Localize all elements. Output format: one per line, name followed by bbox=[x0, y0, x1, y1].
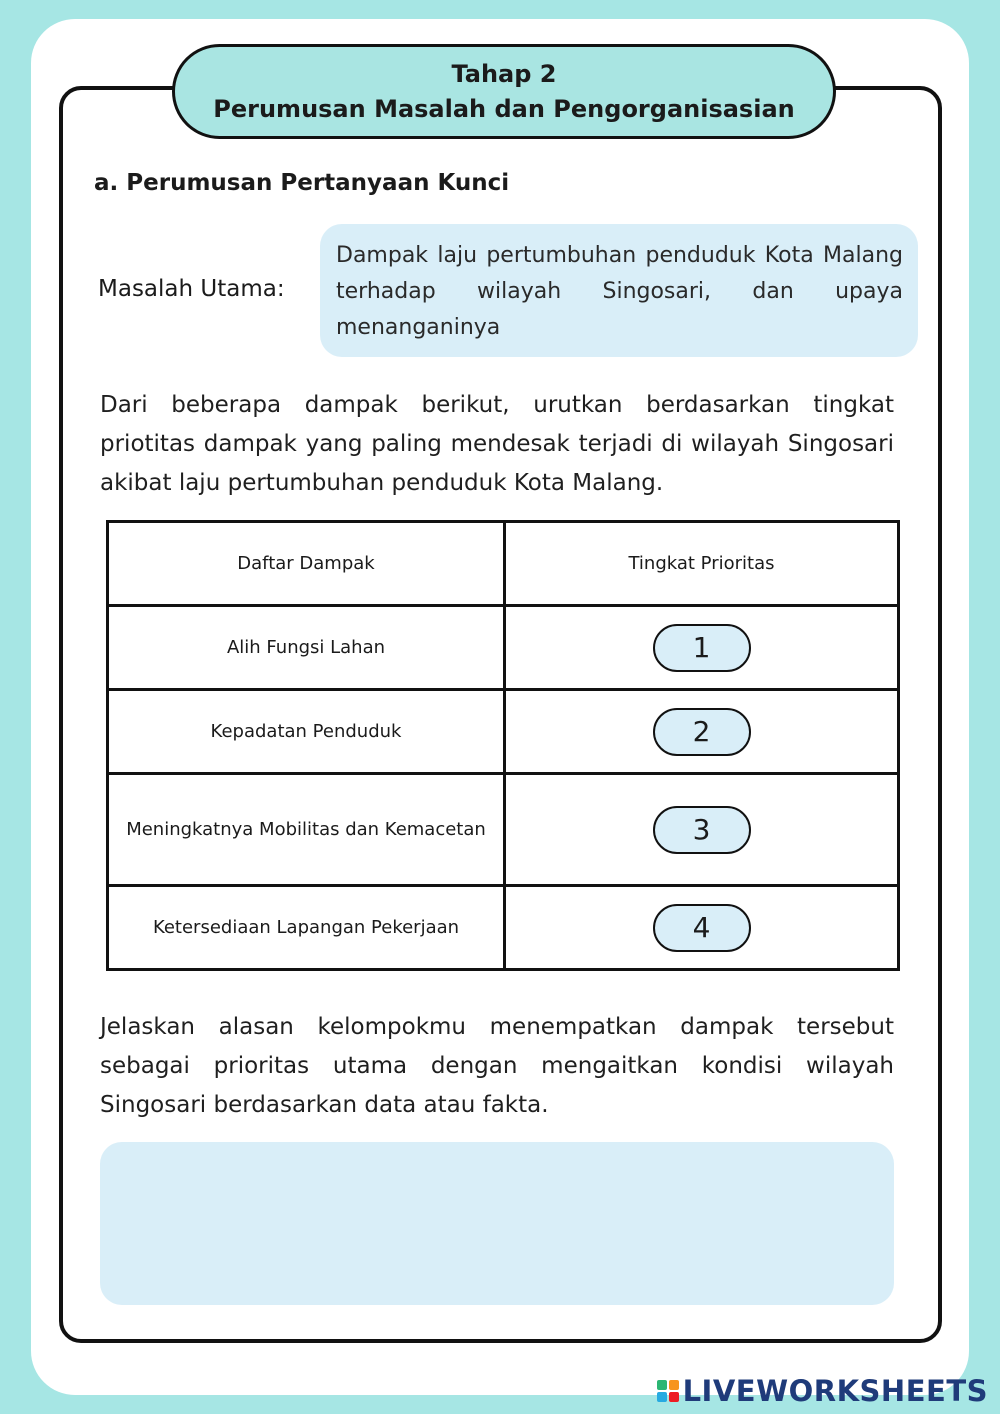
priority-answer-field[interactable]: 2 bbox=[653, 708, 751, 756]
table-row bbox=[108, 606, 899, 690]
stage-title: Perumusan Masalah dan Pengorganisasian bbox=[213, 94, 795, 123]
explanation-prompt: Jelaskan alasan kelompokmu menempatkan dampak tersebut sebagai prioritas utama dengan mengaitkan kondisi wilayah Singosari berdasarkan data atau fakta. bbox=[100, 1014, 894, 1118]
table-row bbox=[108, 886, 899, 970]
table-row bbox=[108, 774, 899, 886]
priority-answer-field[interactable]: 1 bbox=[653, 624, 751, 672]
column-header-impact: Daftar Dampak bbox=[108, 522, 505, 606]
table-header-row bbox=[108, 522, 899, 606]
explanation-answer-box[interactable] bbox=[100, 1142, 894, 1305]
logo-square bbox=[669, 1392, 679, 1402]
impact-cell: Ketersediaan Lapangan Pekerjaan bbox=[108, 886, 505, 970]
logo-square bbox=[669, 1380, 679, 1390]
stage-label: Tahap 2 bbox=[451, 59, 557, 88]
priority-cell bbox=[505, 690, 899, 774]
problem-statement-box: Dampak laju pertumbuhan penduduk Kota Malang terhadap wilayah Singosari, dan upaya menanganinya bbox=[320, 224, 918, 357]
table-row bbox=[108, 690, 899, 774]
priority-answer-field[interactable]: 4 bbox=[653, 904, 751, 952]
impact-cell: Kepadatan Penduduk bbox=[108, 690, 505, 774]
liveworksheets-brand[interactable] bbox=[657, 1374, 988, 1408]
column-header-priority: Tingkat Prioritas bbox=[505, 522, 899, 606]
priority-cell bbox=[505, 774, 899, 886]
impact-priority-table bbox=[106, 520, 900, 971]
impact-cell: Alih Fungsi Lahan bbox=[108, 606, 505, 690]
problem-label: Masalah Utama: bbox=[98, 276, 285, 302]
logo-square bbox=[657, 1380, 667, 1390]
impact-cell: Meningkatnya Mobilitas dan Kemacetan bbox=[108, 774, 505, 886]
liveworksheets-logo-icon bbox=[657, 1380, 679, 1402]
priority-cell bbox=[505, 886, 899, 970]
stage-title-banner bbox=[172, 44, 836, 139]
priority-answer-field[interactable]: 3 bbox=[653, 806, 751, 854]
section-title: a. Perumusan Pertanyaan Kunci bbox=[94, 170, 510, 196]
ranking-instruction: Dari beberapa dampak berikut, urutkan berdasarkan tingkat priotitas dampak yang paling mendesak terjadi di wilayah Singosari akibat laju pertumbuhan penduduk Kota Malang. bbox=[100, 392, 894, 496]
priority-cell bbox=[505, 606, 899, 690]
logo-square bbox=[657, 1392, 667, 1402]
brand-name: LIVEWORKSHEETS bbox=[682, 1374, 988, 1408]
